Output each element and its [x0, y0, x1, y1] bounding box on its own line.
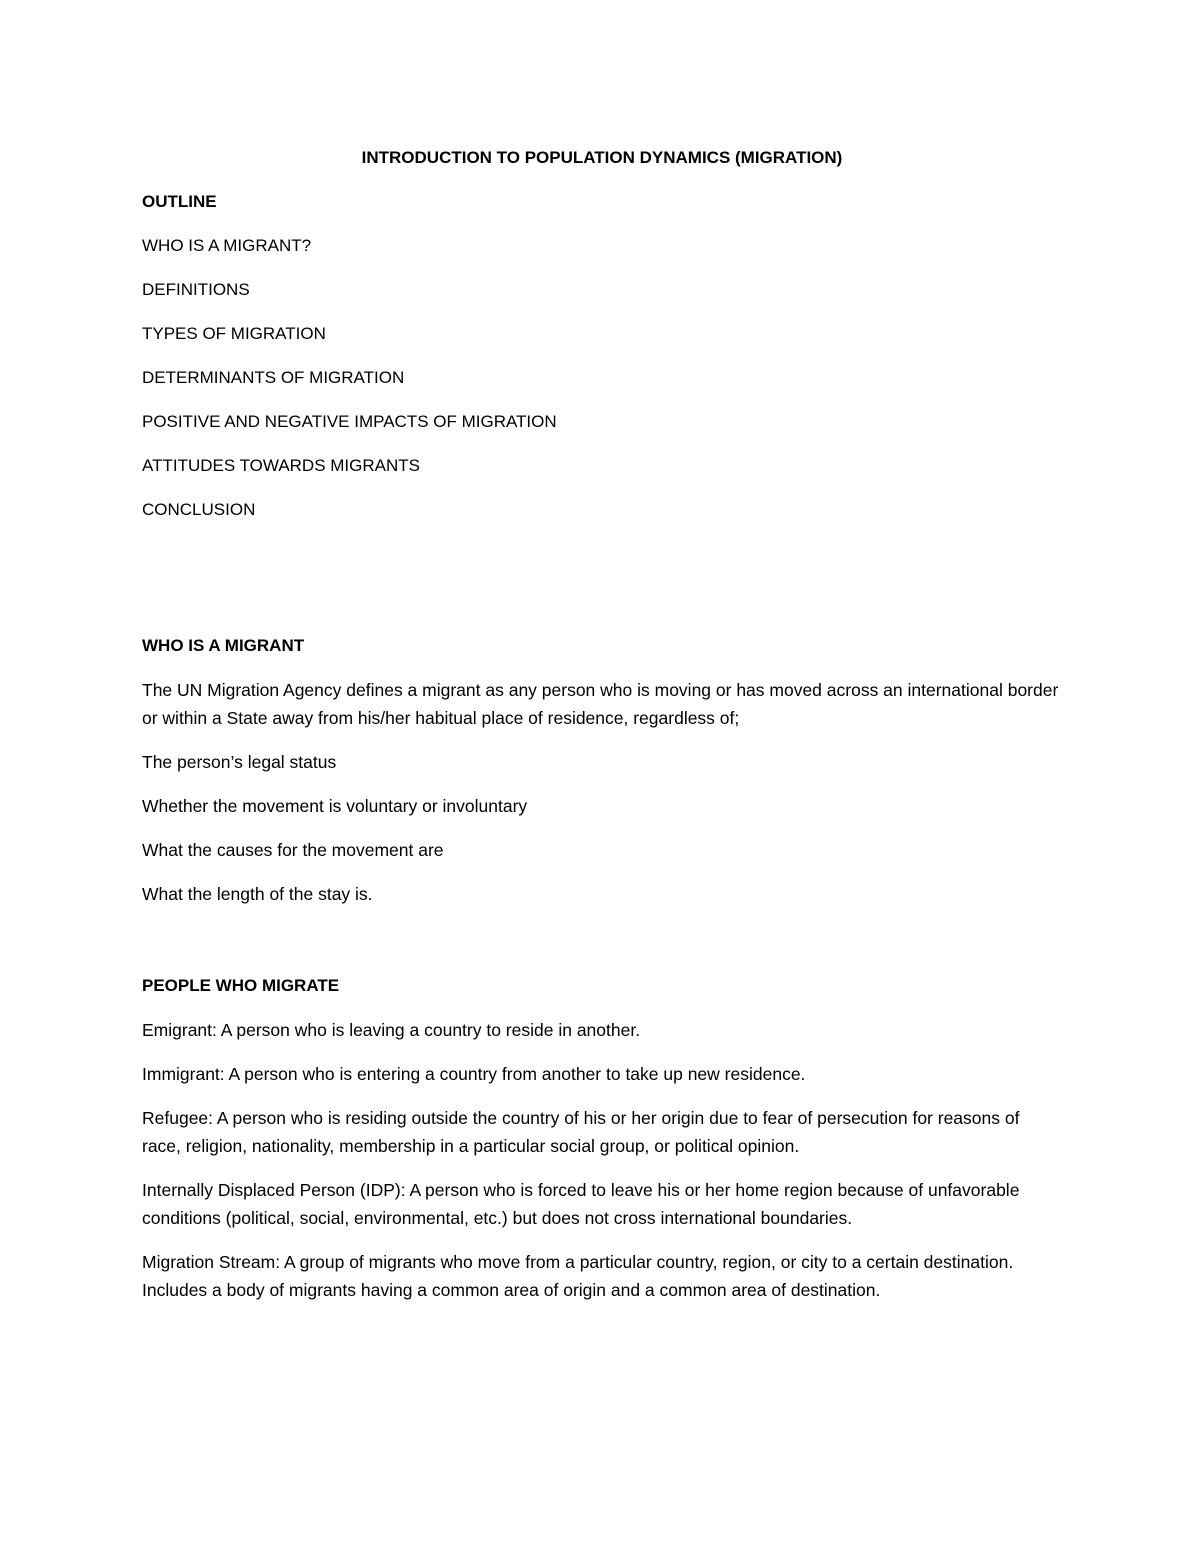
definition-refugee: Refugee: A person who is residing outside the country of his or her origin due to fear of persecution for reasons of race, religion, nationality, membership in a particular social group, or political opinion.: [142, 1108, 1020, 1156]
migrant-definition-paragraph: The UN Migration Agency defines a migrant as any person who is moving or has moved across an international border or within a State away from his/her habitual place of residence, regardless of;: [142, 680, 1059, 728]
outline-item-impacts: POSITIVE AND NEGATIVE IMPACTS OF MIGRATION: [142, 412, 557, 431]
definition-emigrant: Emigrant: A person who is leaving a country to reside in another.: [142, 1020, 641, 1040]
outline-item-types: TYPES OF MIGRATION: [142, 324, 326, 343]
section-heading-who-is-migrant: WHO IS A MIGRANT: [142, 636, 305, 655]
document-body: [142, 144, 1062, 1320]
outline-heading: OUTLINE: [142, 192, 217, 211]
outline-item-definitions: DEFINITIONS: [142, 280, 250, 299]
outline-item-attitudes: ATTITUDES TOWARDS MIGRANTS: [142, 456, 420, 475]
outline-item-determinants: DETERMINANTS OF MIGRATION: [142, 368, 405, 387]
definition-migration-stream: Migration Stream: A group of migrants who move from a particular country, region, or city to a certain destination. Includes a body of migrants having a common area of origin and a common area of destination.: [142, 1252, 1014, 1300]
migrant-point-voluntary: Whether the movement is voluntary or involuntary: [142, 796, 528, 816]
document-title: INTRODUCTION TO POPULATION DYNAMICS (MIGRATION): [361, 148, 843, 167]
definition-immigrant: Immigrant: A person who is entering a country from another to take up new residence.: [142, 1064, 806, 1084]
section-spacer: [142, 924, 1062, 972]
migrant-point-causes: What the causes for the movement are: [142, 840, 444, 860]
migrant-point-length: What the length of the stay is.: [142, 884, 373, 904]
migrant-point-legal-status: The person’s legal status: [142, 752, 337, 772]
outline-item-who-is-migrant: WHO IS A MIGRANT?: [142, 236, 312, 255]
outline-item-conclusion: CONCLUSION: [142, 500, 256, 519]
section-spacer: [142, 540, 1062, 632]
section-heading-people-who-migrate: PEOPLE WHO MIGRATE: [142, 976, 340, 995]
definition-idp: Internally Displaced Person (IDP): A person who is forced to leave his or her home region because of unfavorable conditions (political, social, environmental, etc.) but does not cross international boundaries.: [142, 1180, 1020, 1228]
